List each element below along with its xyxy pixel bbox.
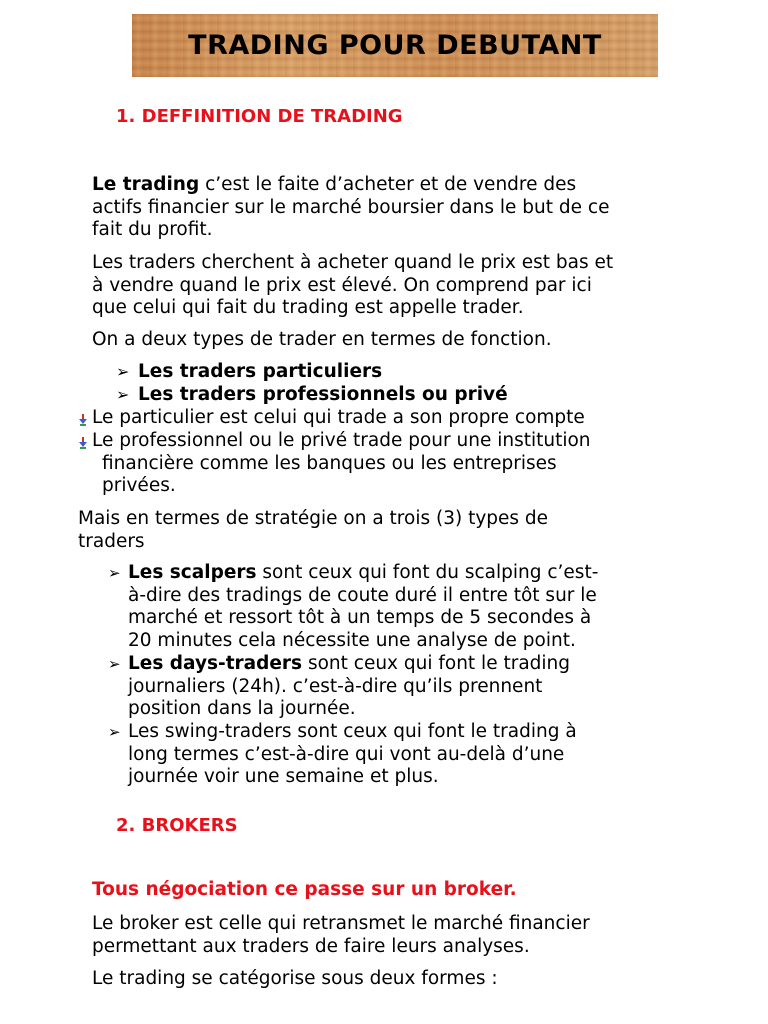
- note-professionnel-3: privées.: [102, 475, 176, 496]
- strategy-text: à-dire des tradings de coute duré il entre tôt sur le: [128, 584, 597, 606]
- section2-subheading: Tous négociation ce passe sur un broker.: [92, 879, 517, 900]
- definition-text-2: actifs financier sur le marché boursier dans le but de ce: [92, 196, 610, 218]
- definition-text-1: c’est le faite d’acheter et de vendre des: [199, 174, 577, 195]
- categories-intro: Le trading se catégorise sous deux formes :: [92, 968, 498, 989]
- definition-term: Le trading: [92, 174, 200, 195]
- type-label: Les traders professionnels ou privé: [138, 384, 508, 405]
- broker-text-1: Le broker est celle qui retransmet le marché financier: [92, 913, 590, 934]
- strategy-text: 20 minutes cela nécessite une analyse de point.: [128, 629, 576, 651]
- broker-text-2: permettant aux traders de faire leurs analyses.: [92, 935, 530, 957]
- strategy-item-scalpers: [108, 562, 668, 654]
- colored-arrow-bullet-icon: [78, 414, 88, 426]
- definition-paragraph: [92, 174, 712, 242]
- strategy-text: sont ceux qui font du scalping c’est-: [256, 562, 599, 583]
- definition-text-3: fait du profit.: [92, 219, 213, 240]
- arrow-outline-bullet-icon: ➢: [108, 723, 121, 741]
- arrow-bullet-icon: ➢: [116, 385, 130, 404]
- note-professionnel: [92, 430, 712, 498]
- arrow-outline-bullet-icon: ➢: [108, 655, 121, 673]
- type-item-professionnels: [116, 384, 508, 407]
- strategy-text: journée voir une semaine et plus.: [128, 766, 439, 787]
- section1-heading: 1. DEFFINITION DE TRADING: [116, 106, 403, 127]
- traders-text-3: que celui qui fait du trading est appelle trader.: [92, 297, 524, 318]
- strategy-text: marché et ressort tôt à un temps de 5 secondes à: [128, 607, 592, 628]
- type-label: Les traders particuliers: [138, 361, 383, 382]
- note-professionnel-2: financière comme les banques ou les entreprises: [102, 452, 557, 474]
- strategy-text: journaliers (24h). c’est-à-dire qu’ils prennent: [128, 675, 543, 697]
- section2-heading: 2. BROKERS: [116, 815, 238, 836]
- strategy-term: Les scalpers: [128, 562, 257, 583]
- types-intro: On a deux types de trader en termes de fonction.: [92, 329, 552, 350]
- strategy-text: Les swing-traders sont ceux qui font le trading à: [128, 721, 577, 742]
- strategy-text-1: Mais en termes de stratégie on a trois (3) types de: [78, 508, 549, 529]
- strategy-term: Les days-traders: [128, 653, 303, 674]
- colored-arrow-bullet-icon: [78, 437, 88, 449]
- strategy-text: position dans la journée.: [128, 698, 356, 719]
- strategy-text-2: traders: [78, 530, 145, 552]
- type-item-particuliers: [116, 361, 382, 384]
- arrow-bullet-icon: ➢: [116, 362, 130, 381]
- traders-text-2: à vendre quand le prix est élevé. On comprend par ici: [92, 274, 592, 296]
- traders-text-1: Les traders cherchent à acheter quand le prix est bas et: [92, 252, 614, 273]
- page-title: TRADING POUR DEBUTANT: [188, 30, 602, 61]
- strategy-paragraph: [78, 508, 718, 553]
- strategy-item-swing-traders: [108, 721, 668, 791]
- note-particulier: Le particulier est celui qui trade a son propre compte: [92, 407, 585, 428]
- arrow-outline-bullet-icon: ➢: [108, 564, 121, 582]
- title-banner: [132, 14, 658, 77]
- strategy-text: long termes c’est-à-dire qui vont au-delà d’une: [128, 743, 565, 765]
- broker-paragraph: [92, 913, 712, 958]
- strategy-text: sont ceux qui font le trading: [302, 653, 571, 674]
- strategy-item-days-traders: [108, 653, 668, 723]
- traders-paragraph: [92, 252, 712, 320]
- note-professionnel-1: Le professionnel ou le privé trade pour une institution: [92, 430, 591, 451]
